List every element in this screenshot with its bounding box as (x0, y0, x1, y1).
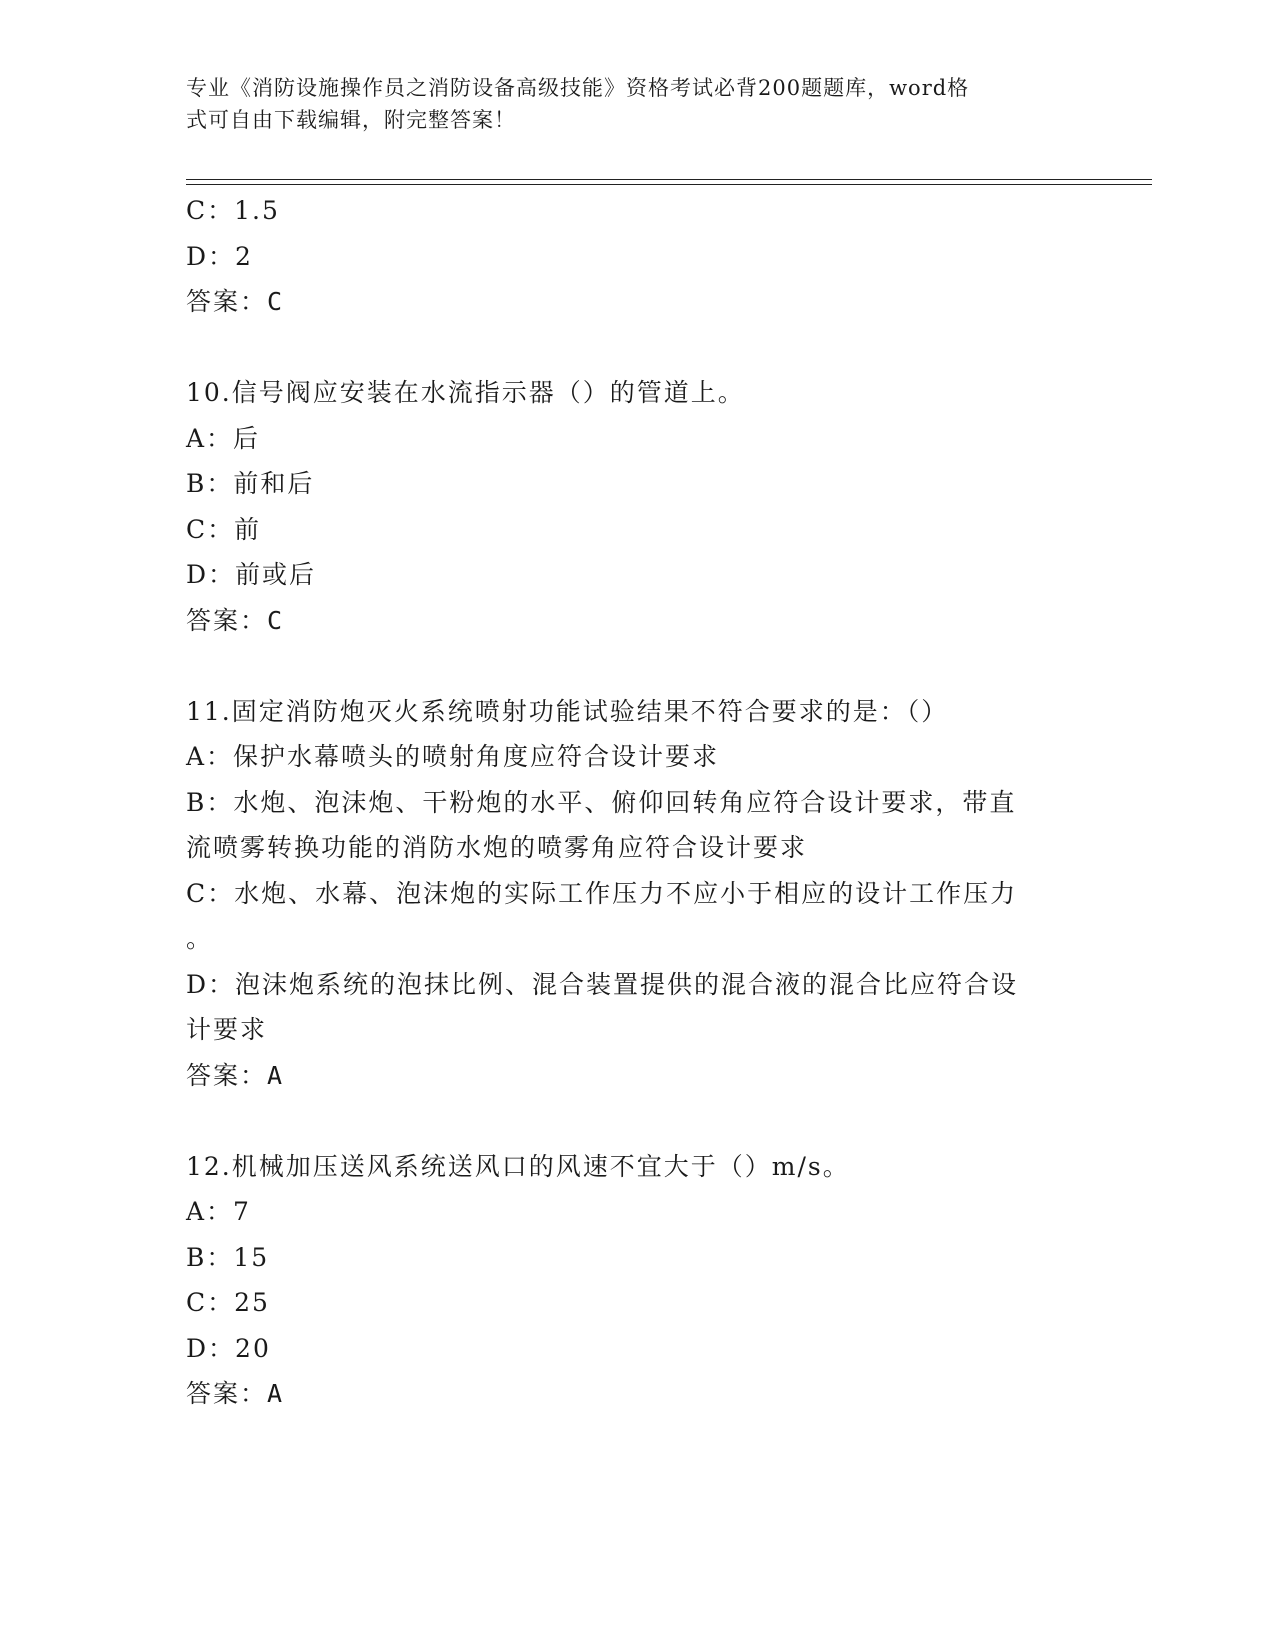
option-line: 。 (186, 924, 214, 953)
option-line: C：1.5 (186, 196, 280, 225)
option-line: 计要求 (186, 1015, 268, 1044)
option-line: C：25 (186, 1288, 270, 1317)
option-line: A：保护水幕喷头的喷射角度应符合设计要求 (186, 742, 720, 771)
spacer (186, 643, 1076, 689)
option-line: C：水炮、水幕、泡沫炮的实际工作压力不应小于相应的设计工作压力 (186, 878, 1018, 908)
option-line: A：7 (186, 1197, 251, 1226)
header-line-2: 式可自由下载编辑，附完整答案！ (186, 108, 516, 132)
question-stem: 11.固定消防炮灭火系统喷射功能试验结果不符合要求的是：（） (186, 696, 949, 726)
header-divider-top (186, 179, 1152, 180)
option-line: B：15 (186, 1242, 270, 1272)
option-line: 流喷雾转换功能的消防水炮的喷雾角应符合设计要求 (186, 833, 808, 862)
option-line: A：后 (186, 423, 261, 453)
option-line: C：前 (186, 514, 262, 544)
spacer (186, 325, 1076, 371)
option-line: B：水炮、泡沫炮、干粉炮的水平、俯仰回转角应符合设计要求，带直 (186, 787, 1017, 817)
answer-line: 答案：C (186, 287, 285, 316)
answer-line: 答案：A (186, 1060, 285, 1090)
option-line: B：前和后 (186, 469, 315, 498)
option-line: D：泡沫炮系统的泡抹比例、混合装置提供的混合液的混合比应符合设 (186, 969, 1019, 999)
question-stem: 12.机械加压送风系统送风口的风速不宜大于（）m/s。 (186, 1151, 850, 1181)
document-body (186, 188, 1076, 1417)
document-header (186, 72, 1066, 136)
header-divider-bottom (186, 184, 1152, 185)
header-line-1: 专业《消防设施操作员之消防设备高级技能》资格考试必背200题题库，word格 (186, 76, 970, 100)
option-line: D：2 (186, 241, 253, 271)
spacer (186, 1098, 1076, 1144)
answer-line: 答案：C (186, 605, 285, 635)
option-line: D：前或后 (186, 560, 317, 589)
answer-line: 答案：A (186, 1379, 285, 1408)
option-line: D：20 (186, 1333, 271, 1363)
question-stem: 10.信号阀应安装在水流指示器（）的管道上。 (186, 378, 745, 407)
